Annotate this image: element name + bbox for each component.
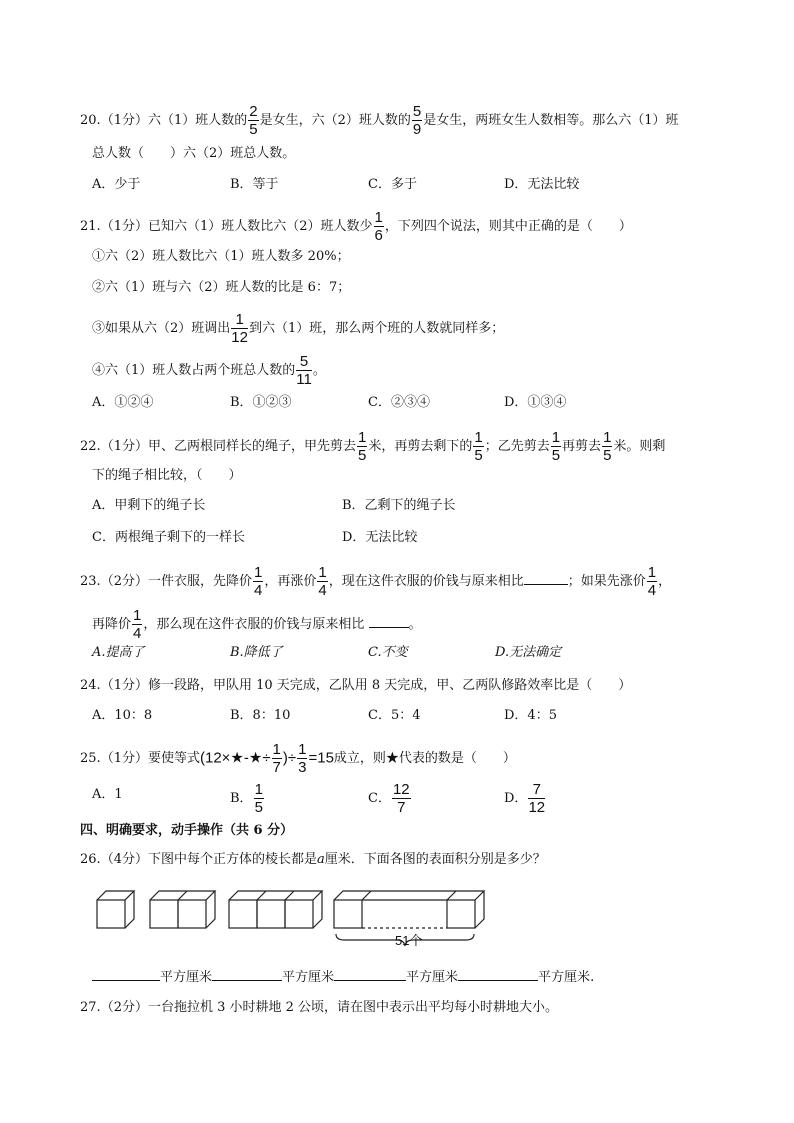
q25-option-c[interactable]: C． $\frac{12}{7}$	[368, 781, 410, 816]
fraction: $\frac{1}{4}$	[133, 607, 142, 642]
fraction: $\frac{1}{12}$	[231, 311, 248, 346]
answer-blank[interactable]	[212, 968, 282, 981]
fraction: $\frac{1}{5}$	[357, 429, 367, 464]
q22-option-a[interactable]: A．甲剩下的绳子长	[92, 498, 206, 513]
q21-statement-4: ④六（1）班人数占两个班总人数的 $\frac{5}{11}$ 。	[92, 353, 326, 388]
q25-option-b[interactable]: B． $\frac{1}{5}$	[230, 781, 263, 816]
cubes-figure	[92, 880, 492, 952]
cube-figure-3	[229, 891, 322, 928]
q26-answers: 平方厘米 平方厘米 平方厘米 平方厘米.	[92, 968, 594, 987]
fraction: $\frac{7}{12}$	[528, 781, 546, 816]
q26-line1: 26.（4分）下图中每个正方体的棱长都是a厘米．下面各图的表面积分别是多少？	[80, 852, 546, 867]
q25-line1: 25.（1分）要使等式(12×★-★÷ $\frac{1}{7}$ )÷ $\frac{1}{3}$ =15成立，则★代表的数是（ ）	[80, 741, 516, 776]
answer-blank[interactable]	[369, 615, 409, 628]
fraction: $\frac{1}{5}$	[551, 429, 561, 464]
fraction: $\frac{5}{11}$	[296, 353, 312, 388]
fraction: $\frac{1}{7}$	[272, 741, 281, 776]
fraction: $\frac{1}{5}$	[254, 781, 263, 816]
fraction: $\frac{2}{5}$	[249, 103, 258, 138]
fraction: $\frac{1}{5}$	[474, 429, 483, 464]
q23-option-a[interactable]: A.提高了	[92, 645, 145, 660]
q25-option-a[interactable]: A．1	[92, 787, 123, 802]
cube-figure-1	[97, 891, 134, 928]
q22-line1: 22.（1分）甲、乙两根同样长的绳子，甲先剪去 $\frac{1}{5}$ 米，再剪去剩下的 $\frac{1}{5}$ ；乙先剪去 $\frac{1}{5}$ 再剪去 $\frac{1}{5}$ 米。则剩	[80, 429, 666, 464]
answer-blank[interactable]	[524, 572, 568, 585]
q21-option-b[interactable]: B．①②③	[230, 395, 292, 410]
q21-statement-1: ①六（2）班人数比六（1）班人数多 20%；	[92, 249, 350, 264]
q22-line2: 下的绳子相比较，（ ）	[92, 468, 242, 483]
q21-option-c[interactable]: C．②③④	[368, 395, 430, 410]
q24-option-c[interactable]: C．5：4	[368, 708, 421, 723]
q25-option-d[interactable]: D． $\frac{7}{12}$	[504, 781, 546, 816]
q20-line1: 20.（1分）六（1）班人数的 $\frac{2}{5}$ 是女生，六（2）班人数的 $\frac{5}{9}$ 是女生，两班女生人数相等。那么六（1）班	[80, 103, 679, 138]
answer-blank[interactable]	[458, 968, 538, 981]
q23-option-c[interactable]: C.不变	[368, 645, 408, 660]
q21-line1: 21.（1分）已知六（1）班人数比六（2）班人数少 $\frac{1}{6}$ ，下列四个说法，则其中正确的是（ ）	[80, 209, 632, 244]
section-heading: 四、明确要求，动手操作（共 6 分）	[80, 823, 294, 838]
q21-statement-3: ③如果从六（2）班调出 $\frac{1}{12}$ 到六（1）班，那么两个班的人数就同样多；	[92, 311, 505, 346]
q20-option-c[interactable]: C．多于	[368, 177, 417, 192]
q22-option-c[interactable]: C．两根绳子剩下的一样长	[92, 530, 245, 545]
q20-option-a[interactable]: A．少于	[92, 177, 141, 192]
answer-blank[interactable]	[334, 968, 406, 981]
q20-line2: 总人数（ ）六（2）班总人数。	[92, 146, 296, 161]
fraction: $\frac{1}{4}$	[253, 564, 263, 599]
q23-option-d[interactable]: D.无法确定	[495, 645, 562, 660]
q24-option-b[interactable]: B．8：10	[230, 708, 291, 723]
answer-blank[interactable]	[92, 968, 160, 981]
q21-option-a[interactable]: A．①②④	[92, 395, 154, 410]
fraction: $\frac{1}{4}$	[318, 564, 327, 599]
q24-option-d[interactable]: D．4：5	[504, 708, 557, 723]
cube-count-label: 51个	[395, 933, 423, 948]
q24-line1: 24.（1分）修一段路，甲队用 10 天完成，乙队用 8 天完成，甲、乙两队修路效率比是（ ）	[80, 678, 632, 693]
fraction: $\frac{5}{9}$	[412, 103, 422, 138]
q22-option-b[interactable]: B．乙剩下的绳子长	[342, 498, 456, 513]
q23-line2: 再降价 $\frac{1}{4}$ ，那么现在这件衣服的价钱与原来相比 。	[92, 607, 422, 642]
q23-line1: 23.（2分）一件衣服，先降价 $\frac{1}{4}$ ，再涨价 $\frac{1}{4}$ ，现在这件衣服的价钱与原来相比 ；如果先涨价 $\frac{1}{4}$ ，	[80, 564, 672, 599]
q21-option-d[interactable]: D．①③④	[504, 395, 567, 410]
cube-figure-2	[150, 891, 215, 928]
q21-statement-2: ②六（1）班与六（2）班人数的比是 6：7；	[92, 280, 351, 295]
fraction: $\frac{1}{6}$	[374, 209, 383, 244]
q20-option-d[interactable]: D．无法比较	[504, 177, 580, 192]
q24-option-a[interactable]: A．10：8	[92, 708, 153, 723]
equation: (12×★-★÷ $\frac{1}{7}$ )÷ $\frac{1}{3}$ =15	[199, 741, 334, 776]
q23-option-b[interactable]: B.降低了	[230, 645, 283, 660]
fraction: $\frac{12}{7}$	[392, 781, 410, 816]
q27-line1: 27.（2分）一台拖拉机 3 小时耕地 2 公顷，请在图中表示出平均每小时耕地大小。	[80, 1000, 559, 1015]
fraction: $\frac{1}{4}$	[647, 564, 657, 599]
q20-option-b[interactable]: B．等于	[230, 177, 279, 192]
q22-option-d[interactable]: D．无法比较	[342, 530, 418, 545]
fraction: $\frac{1}{5}$	[603, 429, 612, 464]
fraction: $\frac{1}{3}$	[298, 741, 307, 776]
